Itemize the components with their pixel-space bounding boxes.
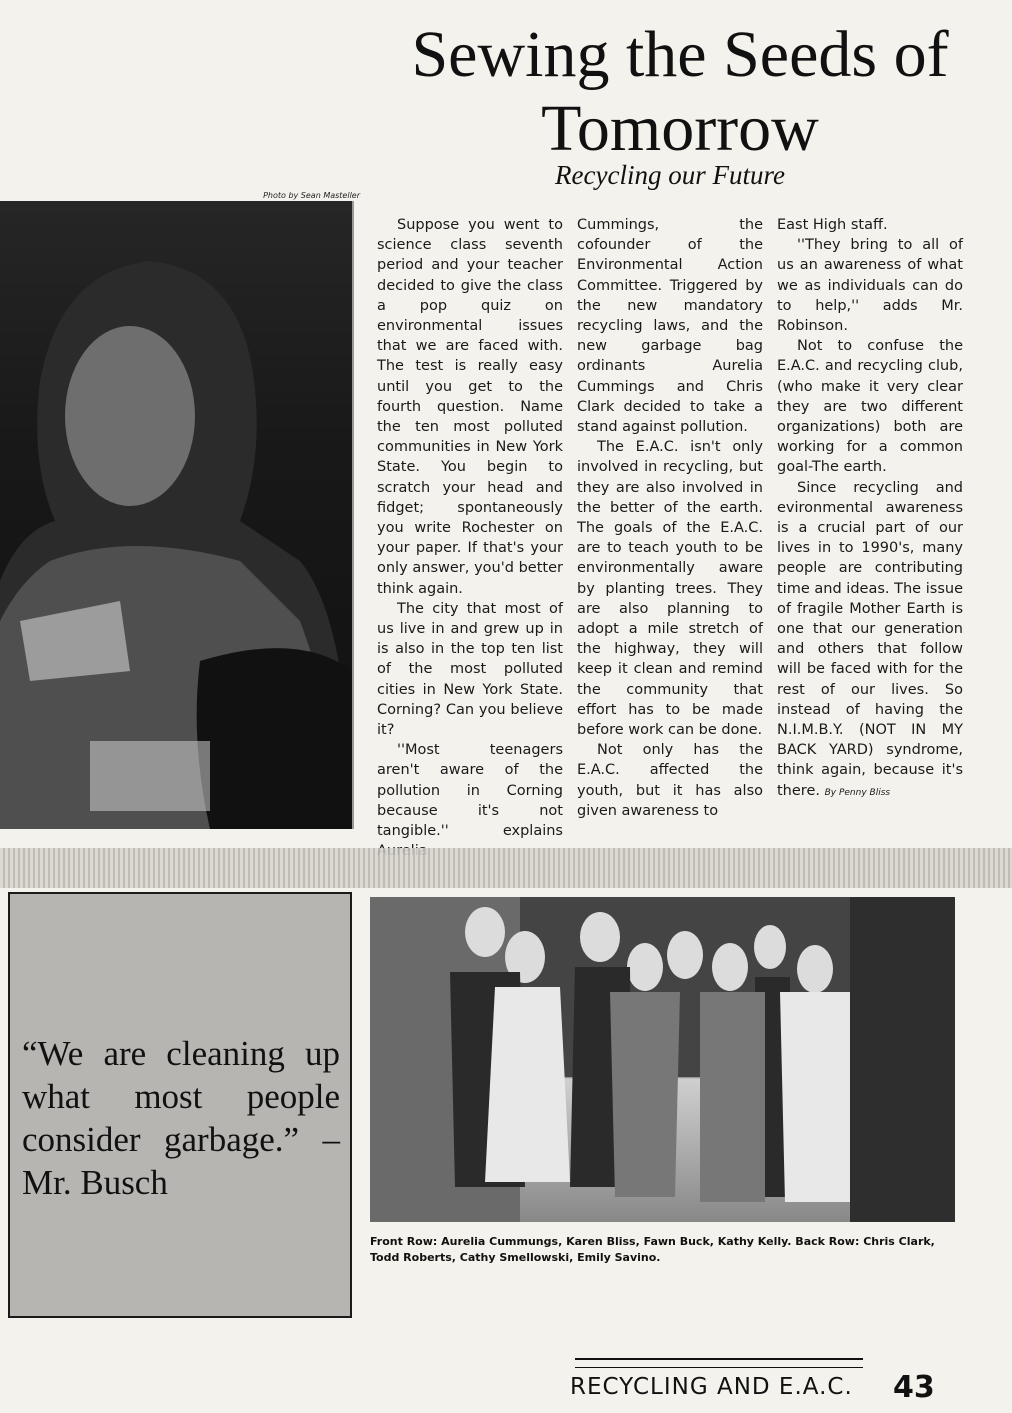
portrait-silhouette <box>0 201 352 829</box>
article-paragraph: East High staff. <box>777 217 888 233</box>
article-paragraph-text: Since recycling and evironmental awareness is a crucial part of our lives in to 1990's, many people are contributing time and ideas. The issue of fragile Mother Earth is one that our generation and others that follow will be faced with for the rest of our lives. So instead of having the N.I.M.B.Y. (NOT IN MY BACK YARD) syndrome, think again, because it's there. <box>777 479 963 799</box>
article-paragraph <box>777 478 963 803</box>
footer-rule <box>575 1358 863 1368</box>
headline: Sewing the Seeds of Tomorrow <box>411 18 949 165</box>
article-paragraph: ''They bring to all of us an awareness of what we as individuals can do to help,'' adds Mr. Robinson. <box>777 237 963 335</box>
section-divider <box>0 848 1012 888</box>
page-number: 43 <box>893 1370 935 1405</box>
article-paragraph: The city that most of us live in and grew up in is also in the top ten list of the most polluted cities in New York State. Corning? Can you believe it? <box>377 600 563 739</box>
article-paragraph: Suppose you went to science class seventh period and your teacher decided to give the class a pop quiz on environmental issues that we are faced with. The test is really easy until you get to the fourth question. Name the ten most polluted communities in New York State. You begin to scratch your head and fidget; spontaneously you write Rochester on your paper. If that's your only answer, you'd better think again. <box>377 217 563 597</box>
byline: By Penny Bliss <box>824 787 891 798</box>
article-paragraph: ''Most teenagers aren't aware of the pollution in Corning because it's not tangible.'' explains <box>377 742 563 840</box>
article-paragraph: Not to confuse the E.A.C. and recycling club, (who make it very clear they are two different organizations) both are working for a common goal-The earth. <box>777 338 963 476</box>
article-column-2 <box>577 215 763 821</box>
photo-caption: Front Row: Aurelia Cummungs, Karen Bliss, Fawn Buck, Kathy Kelly. Back Row: Chris Clark, Todd Roberts, Cathy Smellowski, Emily Savino. <box>370 1235 935 1264</box>
group-photo <box>370 897 955 1222</box>
article-paragraph: Cummings, the cofounder of the Environmental Action Committee. Triggered by the new mandatory recycling laws, and the new garbage bag ordinants Aurelia Cummings and Chris Clark decided to take a stand against pollution. <box>577 217 763 436</box>
footer-section-label: RECYCLING AND E.A.C. <box>570 1374 853 1400</box>
student-portrait-photo <box>0 201 354 829</box>
pull-quote: “We are cleaning up what most people consider garbage.” – Mr. Busch <box>22 1034 340 1202</box>
photo-credit: Photo by Sean Masteller <box>263 191 360 200</box>
subheadline: Recycling our Future <box>555 160 785 190</box>
article-paragraph: The E.A.C. isn't only involved in recycling, but they are also involved in the better of the earth. The goals of the E.A.C. are to teach youth to be environmentally aware by planting trees. They are also planning to adopt a mile stretch of the highway, they will keep it clean and remind the community that effort has to be made before work can be done. <box>577 439 763 739</box>
article-paragraph: Not only has the E.A.C. affected the youth, but it has also given awareness to <box>577 742 763 819</box>
pull-quote-box <box>8 892 352 1318</box>
article-body <box>372 215 972 845</box>
article-column-1 <box>377 215 563 862</box>
article-column-3 <box>777 215 963 803</box>
group-silhouettes <box>370 897 955 1222</box>
